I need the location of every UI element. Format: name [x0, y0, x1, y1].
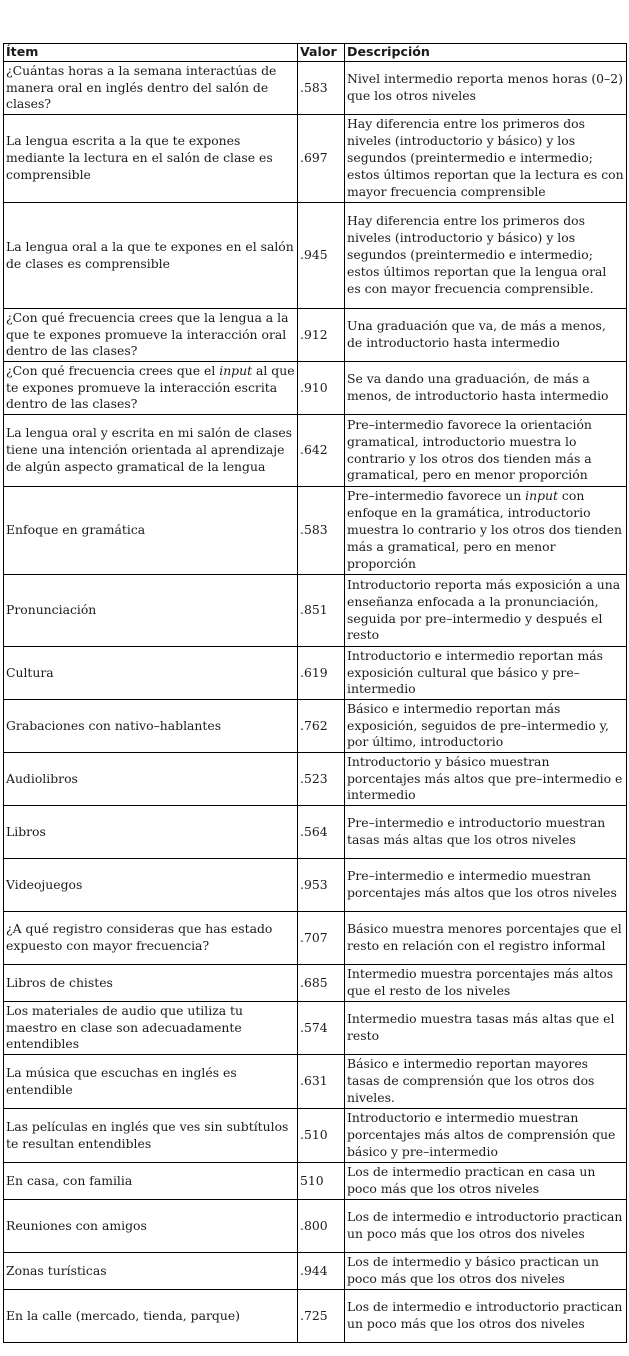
valor-cell: .631 [298, 1055, 345, 1109]
table-row [4, 1109, 627, 1163]
valor-cell: .574 [298, 1002, 345, 1055]
table-row [4, 647, 627, 700]
item-cell: Grabaciones con nativo–hablantes [4, 700, 298, 753]
valor-cell: 510 [298, 1163, 345, 1200]
descripcion-cell: Hay diferencia entre los primeros dos niveles (introductorio y básico) y los segundos (preintermedio e intermedio; estos últimos reportan que la lengua oral es con mayor frecuencia comprensible. [345, 203, 627, 309]
item-cell: Reuniones con amigos [4, 1200, 298, 1253]
desc-text-post: con enfoque en la gramática, introductorio muestra lo contrario y los otros dos tienden más a gramatical, pero en menor proporción [347, 488, 622, 571]
descripcion-cell: Básico muestra menores porcentajes que el resto en relación con el registro informal [345, 912, 627, 965]
item-cell: Enfoque en gramática [4, 487, 298, 575]
item-cell: Las películas en inglés que ves sin subtítulos te resultan entendibles [4, 1109, 298, 1163]
header-valor: Valor [298, 44, 345, 62]
table-row [4, 859, 627, 912]
item-cell: Cultura [4, 647, 298, 700]
descripcion-cell: Pre–intermedio e intermedio muestran porcentajes más altos que los otros niveles [345, 859, 627, 912]
valor-cell: .944 [298, 1253, 345, 1290]
descripcion-cell: Hay diferencia entre los primeros dos niveles (introductorio y básico) y los segundos (preintermedio e intermedio; estos últimos reportan que la lectura es con mayor frecuencia comprensible [345, 115, 627, 203]
item-cell: Audiolibros [4, 753, 298, 806]
table-row [4, 203, 627, 309]
item-cell: En la calle (mercado, tienda, parque) [4, 1290, 298, 1343]
descripcion-cell: Introductorio e intermedio reportan más exposición cultural que básico y pre–intermedio [345, 647, 627, 700]
item-cell: Libros [4, 806, 298, 859]
valor-cell: .945 [298, 203, 345, 309]
table-row [4, 965, 627, 1002]
valor-cell: .725 [298, 1290, 345, 1343]
item-cell: La lengua oral y escrita en mi salón de clases tiene una intención orientada al aprendizaje de algún aspecto gramatical de la lengua [4, 415, 298, 487]
valor-cell: .697 [298, 115, 345, 203]
valor-cell: .707 [298, 912, 345, 965]
item-cell: ¿Con qué frecuencia crees que la lengua a la que te expones promueve la interacción oral dentro de las clases? [4, 309, 298, 362]
valor-cell: .583 [298, 62, 345, 115]
valor-cell: .685 [298, 965, 345, 1002]
item-cell: Pronunciación [4, 575, 298, 647]
item-text-em: input [219, 362, 253, 378]
descripcion-cell: Intermedio muestra tasas más altas que el resto [345, 1002, 627, 1055]
header-descripcion: Descripción [345, 44, 627, 62]
descripcion-cell: Introductorio y básico muestran porcentajes más altos que pre–intermedio e intermedio [345, 753, 627, 806]
descripcion-cell: Una graduación que va, de más a menos, de introductorio hasta intermedio [345, 309, 627, 362]
item-cell: Libros de chistes [4, 965, 298, 1002]
valor-cell: .523 [298, 753, 345, 806]
valor-cell: .564 [298, 806, 345, 859]
item-cell: ¿A qué registro consideras que has estado expuesto con mayor frecuencia? [4, 912, 298, 965]
item-cell: ¿Cuántas horas a la semana interactúas de manera oral en inglés dentro del salón de clases? [4, 62, 298, 115]
results-table [3, 43, 627, 1343]
valor-cell: .953 [298, 859, 345, 912]
valor-cell: .800 [298, 1200, 345, 1253]
descripcion-cell [345, 487, 627, 575]
descripcion-cell: Se va dando una graduación, de más a menos, de introductorio hasta intermedio [345, 362, 627, 415]
valor-cell: .510 [298, 1109, 345, 1163]
item-cell: En casa, con familia [4, 1163, 298, 1200]
item-cell: La lengua escrita a la que te expones mediante la lectura en el salón de clase es comprensible [4, 115, 298, 203]
desc-text-em: input [525, 488, 558, 504]
descripcion-cell: Los de intermedio e introductorio practican un poco más que los otros dos niveles [345, 1290, 627, 1343]
valor-cell: .912 [298, 309, 345, 362]
valor-cell: .762 [298, 700, 345, 753]
descripcion-cell: Intermedio muestra porcentajes más altos que el resto de los niveles [345, 965, 627, 1002]
descripcion-cell: Pre–intermedio favorece la orientación gramatical, introductorio muestra lo contrario y los otros dos tienden más a gramatical, pero en menor proporción [345, 415, 627, 487]
table-row [4, 362, 627, 415]
item-cell: Los materiales de audio que utiliza tu maestro en clase son adecuadamente entendibles [4, 1002, 298, 1055]
item-cell: Videojuegos [4, 859, 298, 912]
descripcion-cell: Nivel intermedio reporta menos horas (0–2) que los otros niveles [345, 62, 627, 115]
table-row [4, 700, 627, 753]
table-row [4, 415, 627, 487]
valor-cell: .851 [298, 575, 345, 647]
item-cell: La lengua oral a la que te expones en el salón de clases es comprensible [4, 203, 298, 309]
table-row [4, 487, 627, 575]
table-row [4, 1055, 627, 1109]
valor-cell: .642 [298, 415, 345, 487]
descripcion-cell: Básico e intermedio reportan mayores tasas de comprensión que los otros dos niveles. [345, 1055, 627, 1109]
table-row [4, 575, 627, 647]
table-row [4, 62, 627, 115]
header-item: Ítem [4, 44, 298, 62]
item-cell: La música que escuchas en inglés es entendible [4, 1055, 298, 1109]
table-row [4, 1290, 627, 1343]
descripcion-cell: Introductorio reporta más exposición a una enseñanza enfocada a la pronunciación, seguida por pre–intermedio y después el resto [345, 575, 627, 647]
table-row [4, 115, 627, 203]
desc-text-pre: Pre–intermedio favorece un [347, 488, 526, 504]
table-row [4, 1200, 627, 1253]
table-row [4, 1163, 627, 1200]
descripcion-cell: Los de intermedio y básico practican un poco más que los otros dos niveles [345, 1253, 627, 1290]
item-cell: Zonas turísticas [4, 1253, 298, 1290]
table-row [4, 1253, 627, 1290]
table-row [4, 1002, 627, 1055]
valor-cell: .583 [298, 487, 345, 575]
header-row [4, 44, 627, 62]
descripcion-cell: Los de intermedio practican en casa un poco más que los otros niveles [345, 1163, 627, 1200]
table-row [4, 753, 627, 806]
item-text-pre: ¿Con qué frecuencia crees que el [6, 362, 220, 378]
valor-cell: .910 [298, 362, 345, 415]
table-row [4, 912, 627, 965]
table-row [4, 309, 627, 362]
descripcion-cell: Introductorio e intermedio muestran porcentajes más altos de comprensión que básico y pre–intermedio [345, 1109, 627, 1163]
item-cell [4, 362, 298, 415]
descripcion-cell: Pre–intermedio e introductorio muestran tasas más altas que los otros niveles [345, 806, 627, 859]
table-row [4, 806, 627, 859]
descripcion-cell: Los de intermedio e introductorio practican un poco más que los otros dos niveles [345, 1200, 627, 1253]
valor-cell: .619 [298, 647, 345, 700]
descripcion-cell: Básico e intermedio reportan más exposición, seguidos de pre–intermedio y, por último, introductorio [345, 700, 627, 753]
item-text-post: al que te expones promueve la interacción escrita dentro de las clases? [6, 362, 295, 412]
